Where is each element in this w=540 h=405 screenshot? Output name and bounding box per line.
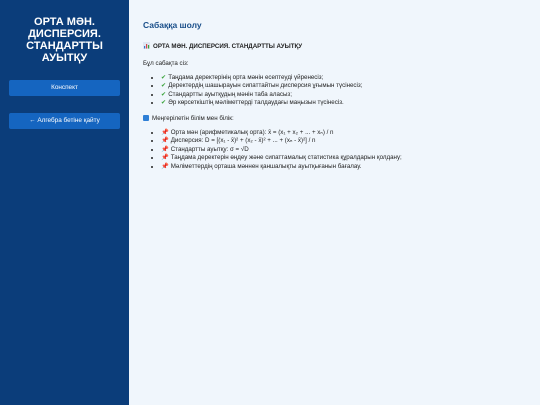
book-icon — [143, 115, 149, 121]
knowledge-heading-text: Меңгерілетін білім мен білік: — [152, 114, 234, 122]
pin-icon: 📌 — [161, 162, 169, 170]
konspekt-button[interactable]: Конспект — [9, 80, 120, 96]
goals-list — [143, 74, 526, 107]
list-item: • ✔ Деректердің шашырауын сипаттайтын дисперсия ұғымын түсінесіз; — [161, 82, 526, 89]
list-item: • ✔ Стандартты ауытқудың мәнін таба аласыз; — [161, 91, 526, 98]
check-icon: ✔ — [161, 99, 167, 107]
list-item: • ✔ Таңдама деректерінің орта мәнін есептеуді үйренесіз; — [161, 74, 526, 81]
check-icon: ✔ — [161, 90, 167, 98]
bar-chart-icon — [143, 42, 150, 51]
sidebar — [0, 0, 129, 405]
pin-icon: 📌 — [161, 137, 169, 145]
list-item: • 📌 Дисперсия: D = [(x₁ - x̄)² + (x₂ - x̄)² + ... + (xₙ - x̄)²] / n — [161, 137, 526, 144]
main-content — [129, 0, 540, 405]
intro-text: Бұл сабақта сіз: — [143, 60, 189, 67]
knowledge-list — [143, 129, 526, 170]
sidebar-title: ОРТА МӘН. ДИСПЕРСИЯ. СТАНДАРТТЫ АУЫТҚУ — [26, 16, 103, 64]
list-item: • ✔ Әр көрсеткіштің мәліметтерді талдаудағы маңызын түсінесіз. — [161, 99, 526, 106]
lesson-heading — [143, 42, 526, 51]
back-to-algebra-button[interactable]: ← Алгебра бетіне қайту — [9, 113, 120, 129]
list-item: • 📌 Мәліметтердің орташа мәннен қаншалықты ауытқығанын бағалау. — [161, 163, 526, 170]
pin-icon: 📌 — [161, 128, 169, 136]
list-item: • 📌 Орта мән (арифметикалық орта): x̄ = (x₁ + x₂ + ... + xₙ) / n — [161, 129, 526, 136]
list-item: • 📌 Стандартты ауытқу: σ = √D — [161, 146, 526, 153]
pin-icon: 📌 — [161, 145, 169, 153]
pin-icon: 📌 — [161, 154, 169, 162]
knowledge-heading — [143, 115, 526, 122]
page-title: Сабаққа шолу — [143, 20, 202, 30]
check-icon: ✔ — [161, 82, 167, 90]
check-icon: ✔ — [161, 74, 167, 81]
list-item: • 📌 Таңдама деректерін өңдеу және сипаттамалық статистика құралдарын қолдану; — [161, 154, 526, 161]
lesson-heading-text: ОРТА МӘН. ДИСПЕРСИЯ. СТАНДАРТТЫ АУЫТҚУ — [153, 43, 303, 50]
